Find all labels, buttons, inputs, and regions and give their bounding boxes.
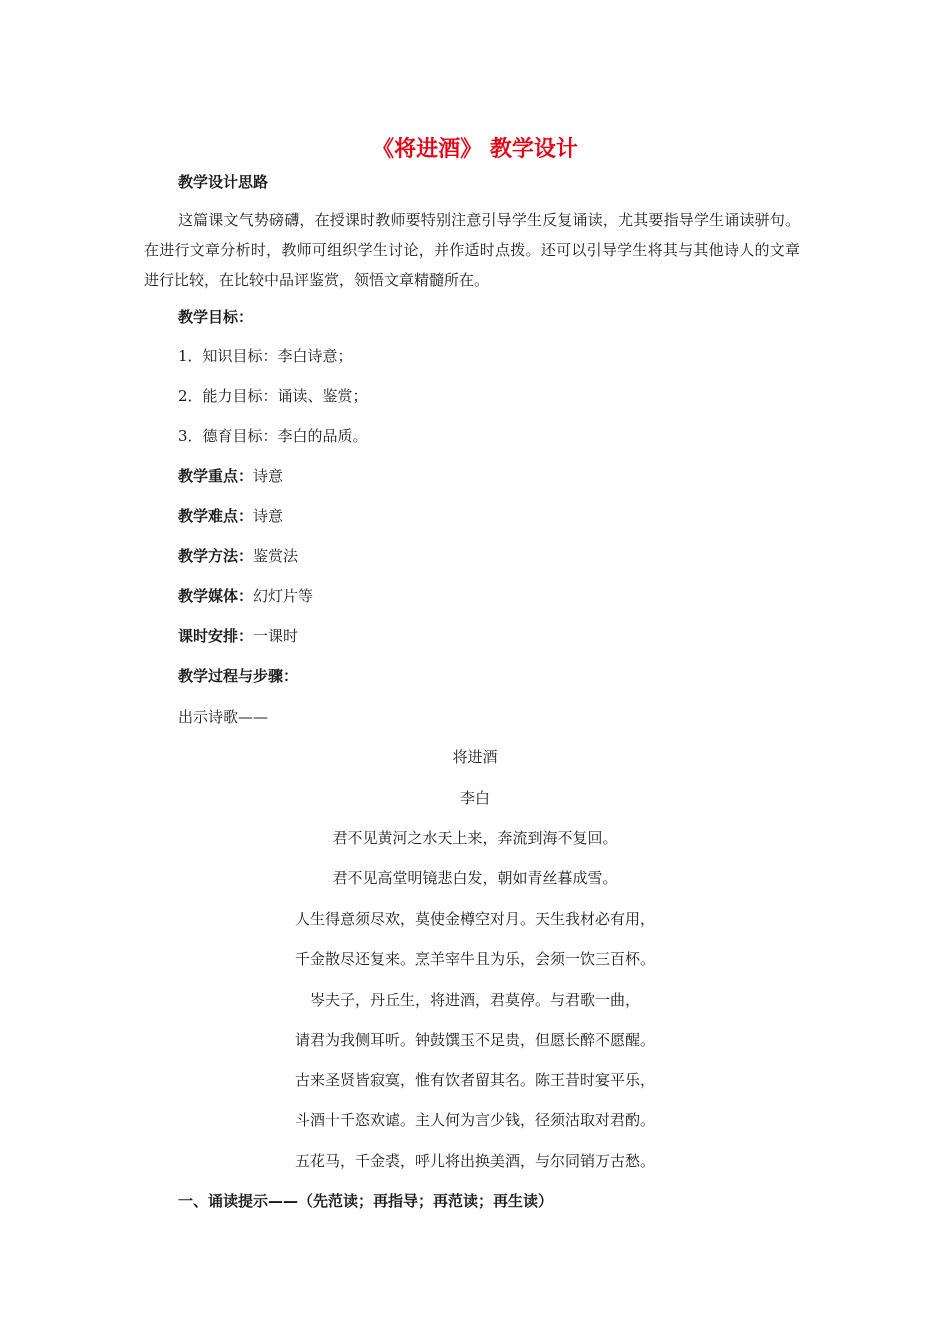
poem-line: 千金散尽还复来。烹羊宰牛且为乐，会须一饮三百杯。 bbox=[294, 950, 655, 968]
field-value: 诗意 bbox=[253, 467, 284, 485]
objectives-heading: 教学目标： bbox=[178, 308, 254, 326]
field-value: 一课时 bbox=[253, 627, 299, 645]
poem-line: 请君为我侧耳听。钟鼓馔玉不足贵，但愿长醉不愿醒。 bbox=[294, 1031, 655, 1049]
design-heading: 教学设计思路 bbox=[178, 173, 269, 191]
field-schedule bbox=[178, 626, 298, 646]
poem-line: 五花马，千金裘，呼儿将出换美酒，与尔同销万古愁。 bbox=[294, 1152, 655, 1170]
field-value: 诗意 bbox=[253, 507, 284, 525]
field-label: 教学重点： bbox=[178, 467, 254, 485]
poem-title: 将进酒 bbox=[452, 748, 498, 766]
objective-item: 3．德育目标：李白的品质。 bbox=[178, 427, 368, 445]
objective-item: 1．知识目标：李白诗意； bbox=[178, 347, 353, 365]
field-method bbox=[178, 546, 298, 566]
poem-line: 君不见高堂明镜悲白发，朝如青丝暮成雪。 bbox=[332, 869, 618, 887]
field-media bbox=[178, 586, 313, 606]
objective-item: 2．能力目标：诵读、鉴赏； bbox=[178, 387, 368, 405]
field-label: 教学方法： bbox=[178, 547, 254, 565]
field-difficulties bbox=[178, 506, 283, 526]
poem-line: 斗酒十千恣欢谑。主人何为言少钱，径须沽取对君酌。 bbox=[294, 1111, 655, 1129]
process-heading: 教学过程与步骤： bbox=[178, 667, 299, 685]
section-one-heading: 一、诵读提示——（先范读；再指导；再范读；再生读） bbox=[178, 1192, 554, 1210]
field-value: 幻灯片等 bbox=[253, 587, 314, 605]
field-label: 教学难点： bbox=[178, 507, 254, 525]
poem-line: 岑夫子，丹丘生，将进酒，君莫停。与君歌一曲， bbox=[309, 991, 640, 1009]
field-key-points bbox=[178, 466, 283, 486]
document-title: 《将进酒》 教学设计 bbox=[372, 137, 578, 162]
design-paragraph: 这篇课文气势磅礴，在授课时教师要特别注意引导学生反复诵读，尤其要指导学生诵读骈句。在进行文章分析时，教师可组织学生讨论，并作适时点拨。还可以引导学生将其与其他诗人的文章进行比较，在比较中品评鉴赏，领悟文章精髓所在。 bbox=[144, 211, 800, 289]
field-label: 教学媒体： bbox=[178, 587, 254, 605]
poem-line: 古来圣贤皆寂寞，惟有饮者留其名。陈王昔时宴平乐， bbox=[294, 1071, 655, 1089]
field-label: 课时安排： bbox=[178, 627, 254, 645]
poem-line: 人生得意须尽欢，莫使金樽空对月。天生我材必有用， bbox=[294, 910, 655, 928]
poem-author: 李白 bbox=[459, 789, 490, 807]
field-value: 鉴赏法 bbox=[253, 547, 299, 565]
poem-line: 君不见黄河之水天上来，奔流到海不复回。 bbox=[332, 829, 618, 847]
show-poem-label: 出示诗歌—— bbox=[178, 708, 269, 726]
